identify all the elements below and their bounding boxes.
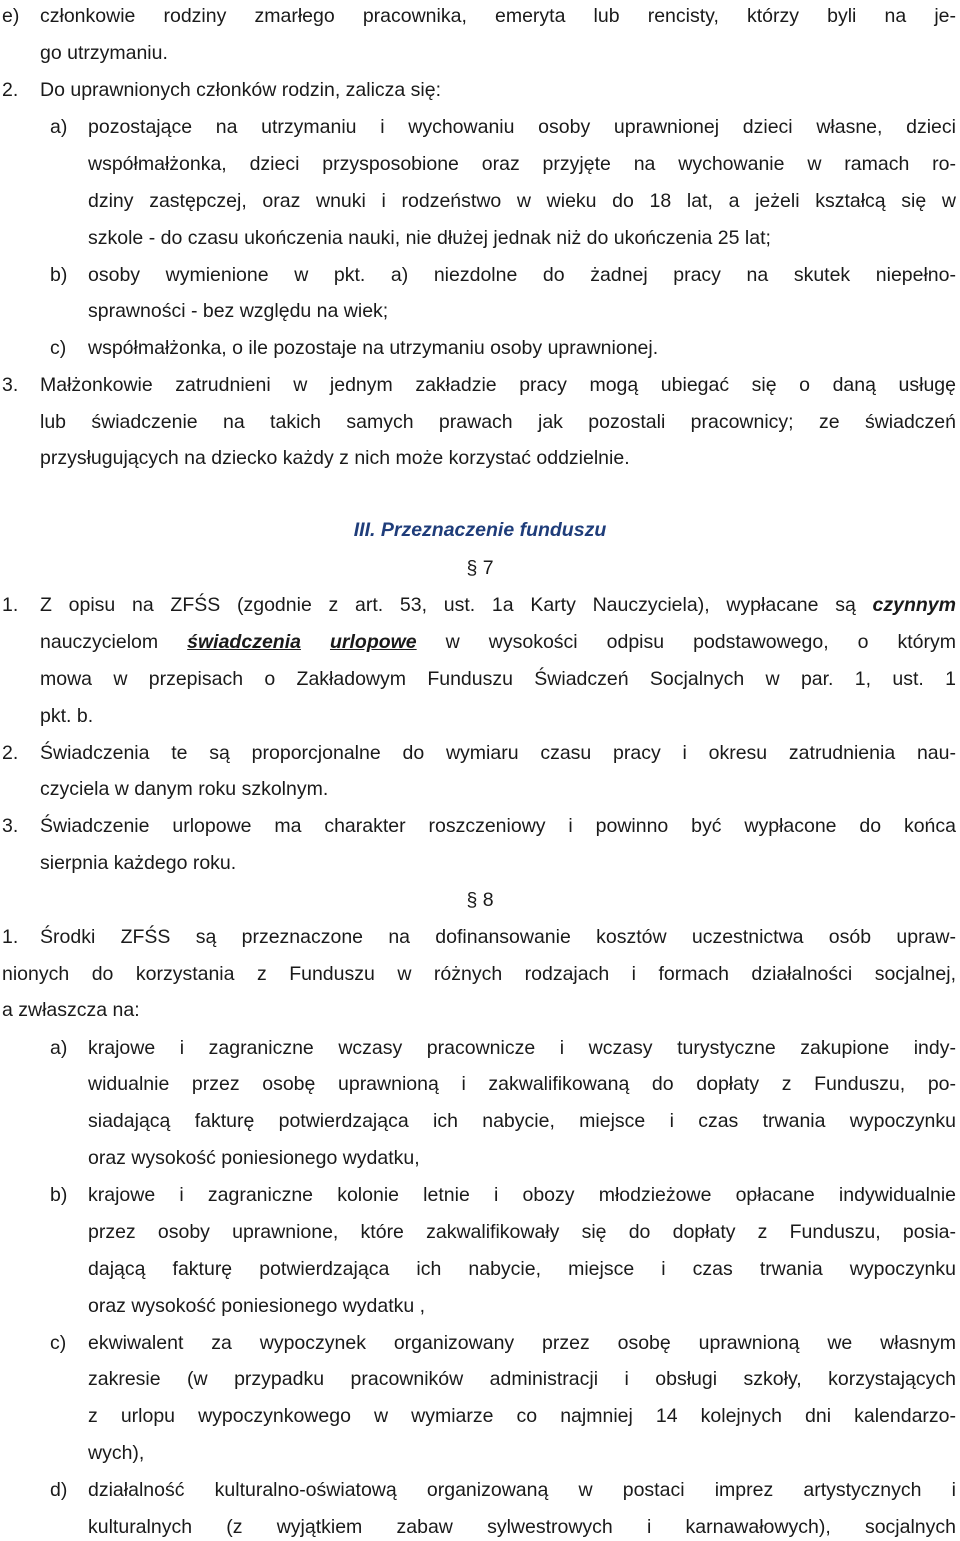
list-marker: b): [50, 264, 68, 286]
list-item-text: z urlopu wypoczynkowego w wymiarze co najmniej 14 kolejnych dni kalendarzo-: [88, 1405, 956, 1427]
list-item-text: przez osoby uprawnione, które zakwalifikowały się do dopłaty z Funduszu, posia-: [88, 1221, 956, 1243]
list-marker: a): [50, 1037, 68, 1059]
list-item-text: krajowe i zagraniczne wczasy pracownicze i wczasy turystyczne zakupione indy-: [88, 1037, 956, 1059]
list-item-text: ekwiwalent za wypoczynek organizowany przez osobę uprawnioną we własnym: [88, 1332, 956, 1354]
emphasis-text: świadczenia: [187, 631, 301, 653]
paragraph-number: 1.: [2, 926, 19, 948]
list-item-text: siadającą fakturę potwierdzająca ich nabycie, miejsce i czas trwania wypoczynku: [88, 1110, 956, 1132]
list-marker: d): [50, 1479, 68, 1501]
list-item-text: oraz wysokość poniesionego wydatku,: [88, 1147, 420, 1169]
paragraph-number: 3.: [2, 815, 19, 837]
list-item-text: szkole - do czasu ukończenia nauki, nie dłużej jednak niż do ukończenia 25 lat;: [88, 227, 771, 249]
paragraph-text: pkt. b.: [40, 705, 94, 727]
list-marker: a): [50, 116, 68, 138]
section-heading: III. Przeznaczenie funduszu: [353, 519, 607, 541]
list-item-text: sprawności - bez względu na wiek;: [88, 300, 389, 322]
list-marker: c): [50, 337, 67, 359]
list-item-text: go utrzymaniu.: [40, 42, 168, 64]
paragraph-text: Do uprawnionych członków rodzin, zalicza się:: [40, 79, 442, 101]
list-item-text: współmałżonka, dzieci przysposobione oraz przyjęte na wychowanie w ramach ro-: [88, 153, 956, 175]
list-item-text: kulturalnych (z wyjątkiem zabaw sylwestrowych i karnawałowych), socjalnych: [88, 1516, 956, 1538]
list-item-text: osoby wymienione w pkt. a) niezdolne do żadnej pracy na skutek niepełno-: [88, 264, 956, 286]
paragraph-text: sierpnia każdego roku.: [40, 852, 237, 874]
list-item-text: członkowie rodziny zmarłego pracownika, emeryta lub rencisty, którzy byli na je-: [40, 5, 956, 27]
list-item-text: dającą fakturę potwierdzająca ich nabycie, miejsce i czas trwania wypoczynku: [88, 1258, 956, 1280]
paragraph-text: Z opisu na ZFŚS (zgodnie z art. 53, ust. 1a Karty Nauczyciela), wypłacane są czynnym: [40, 594, 956, 616]
paragraph-text: przysługujących na dziecko każdy z nich może korzystać oddzielnie.: [40, 447, 630, 469]
paragraph-text: a zwłaszcza na:: [2, 999, 140, 1021]
emphasis-text: urlopowe: [329, 631, 417, 653]
list-item-text: wych),: [88, 1442, 145, 1464]
paragraph-mark: § 8: [466, 889, 494, 911]
paragraph-number: 2.: [2, 79, 19, 101]
paragraph-text: Świadczenie urlopowe ma charakter roszczeniowy i powinno być wypłacone do końca: [40, 815, 956, 837]
list-item-text: dziny zastępczej, oraz wnuki i rodzeństwo w wieku do 18 lat, a jeżeli kształcą się w: [88, 190, 956, 212]
paragraph-text: Środki ZFŚS są przeznaczone na dofinansowanie kosztów uczestnictwa osób upraw-: [40, 926, 956, 948]
paragraph-text: czyciela w danym roku szkolnym.: [40, 778, 329, 800]
paragraph-mark: § 7: [466, 557, 494, 579]
list-item-text: krajowe i zagraniczne kolonie letnie i obozy młodzieżowe opłacane indywidualnie: [88, 1184, 956, 1206]
paragraph-text: mowa w przepisach o Zakładowym Funduszu Świadczeń Socjalnych w par. 1, ust. 1: [40, 668, 956, 690]
paragraph-number: 3.: [2, 374, 19, 396]
paragraph-number: 2.: [2, 742, 19, 764]
list-marker: e): [2, 5, 20, 27]
paragraph-text: Świadczenia te są proporcjonalne do wymiaru czasu pracy i okresu zatrudnienia nau-: [40, 742, 956, 764]
list-item-text: działalność kulturalno-oświatową organizowaną w postaci imprez artystycznych i: [88, 1479, 956, 1501]
paragraph-text: nionych do korzystania z Funduszu w różnych rodzajach i formach działalności socjalnej,: [2, 963, 956, 985]
emphasis-text: czynnym: [872, 594, 956, 616]
list-item-text: oraz wysokość poniesionego wydatku ,: [88, 1295, 426, 1317]
list-item-text: współmałżonka, o ile pozostaje na utrzymaniu osoby uprawnionej.: [88, 337, 659, 359]
paragraph-text: Małżonkowie zatrudnieni w jednym zakładzie pracy mogą ubiegać się o daną usługę: [40, 374, 956, 396]
list-marker: b): [50, 1184, 68, 1206]
paragraph-text: nauczycielom świadczenia urlopowe w wysokości odpisu podstawowego, o którym: [40, 631, 956, 653]
list-item-text: widualnie przez osobę uprawnioną i zakwalifikowaną do dopłaty z Funduszu, po-: [88, 1073, 956, 1095]
paragraph-number: 1.: [2, 594, 19, 616]
paragraph-text: lub świadczenie na takich samych prawach jak pozostali pracownicy; ze świadczeń: [40, 411, 956, 433]
list-item-text: pozostające na utrzymaniu i wychowaniu osoby uprawnionej dzieci własne, dzieci: [88, 116, 956, 138]
list-marker: c): [50, 1332, 67, 1354]
list-item-text: zakresie (w przypadku pracowników administracji i obsługi szkoły, korzystających: [88, 1368, 956, 1390]
